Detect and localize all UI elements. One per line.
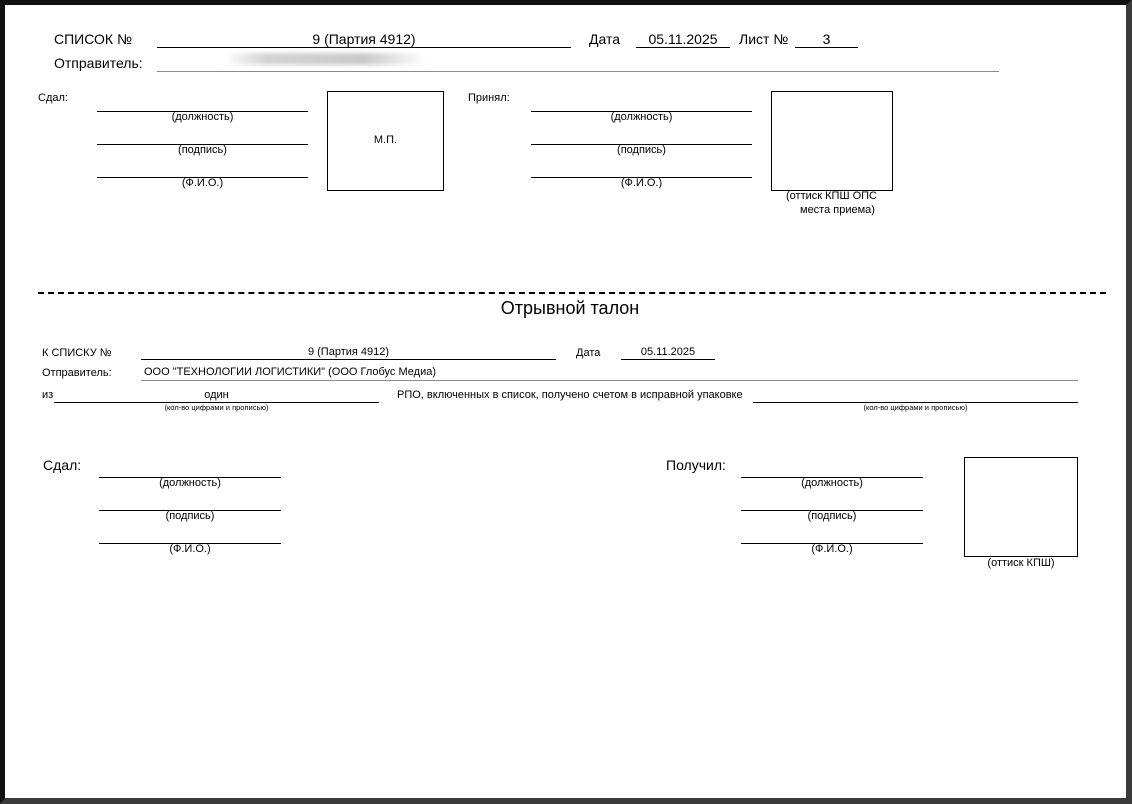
coupon-received-position-caption: (должность) <box>801 477 863 489</box>
sender-label: Отправитель: <box>54 55 143 71</box>
date-label: Дата <box>589 31 621 47</box>
coupon-received-label: Получил: <box>666 457 726 473</box>
list-number-underline <box>157 47 571 48</box>
stamp-mp-label: М.П. <box>373 134 398 146</box>
redacted-sender-text <box>225 53 425 65</box>
coupon-count-caption-left: (кол-во цифрами и прописью) <box>164 403 269 412</box>
handed-fio-caption: (Ф.И.О.) <box>181 177 224 189</box>
coupon-sender-value: ООО "ТЕХНОЛОГИИ ЛОГИСТИКИ" (ООО Глобус Медиа) <box>144 366 436 378</box>
coupon-date-underline <box>621 359 715 360</box>
coupon-from-value: один <box>204 389 229 401</box>
coupon-date-value: 05.11.2025 <box>640 346 696 358</box>
coupon-from-label: из <box>42 389 54 401</box>
coupon-handed-position-caption: (должность) <box>159 477 221 489</box>
coupon-handed-label: Сдал: <box>43 457 82 473</box>
coupon-stamp-box <box>964 457 1078 557</box>
sheet-underline <box>795 47 858 48</box>
coupon-count-caption-right: (кол-во цифрами и прописью) <box>863 403 968 412</box>
coupon-list-underline <box>141 359 556 360</box>
coupon-date-label: Дата <box>576 347 601 359</box>
cut-line <box>38 292 1106 294</box>
sheet-value: 3 <box>822 31 831 47</box>
stamp-ops-caption-line1: (оттиск КПШ ОПС <box>786 190 877 202</box>
coupon-handed-fio-caption: (Ф.И.О.) <box>169 543 211 555</box>
coupon-list-value: 9 (Партия 4912) <box>307 346 390 358</box>
stamp-box-mp <box>327 91 444 191</box>
coupon-received-signature-caption: (подпись) <box>807 510 857 522</box>
sheet-label: Лист № <box>739 31 789 47</box>
date-value: 05.11.2025 <box>648 31 718 47</box>
stamp-ops-caption-line2: места приема) <box>800 204 875 216</box>
list-number-value: 9 (Партия 4912) <box>312 31 416 47</box>
accepted-signature-caption: (подпись) <box>617 144 666 156</box>
accepted-fio-caption: (Ф.И.О.) <box>620 177 663 189</box>
accepted-label: Принял: <box>468 92 510 104</box>
handed-label: Сдал: <box>38 92 68 104</box>
coupon-received-fio-caption: (Ф.И.О.) <box>811 543 853 555</box>
coupon-title: Отрывной талон <box>500 298 640 318</box>
handed-signature-caption: (подпись) <box>178 144 227 156</box>
handed-position-caption: (должность) <box>171 111 234 123</box>
accepted-position-caption: (должность) <box>610 111 673 123</box>
coupon-sender-label: Отправитель: <box>42 367 112 379</box>
coupon-handed-signature-caption: (подпись) <box>165 510 215 522</box>
date-underline <box>636 47 730 48</box>
stamp-box-ops <box>771 91 893 191</box>
list-number-label: СПИСОК № <box>54 31 132 47</box>
sender-underline <box>157 71 999 72</box>
coupon-list-label: К СПИСКУ № <box>42 347 112 359</box>
coupon-sender-underline <box>141 380 1078 381</box>
coupon-rpo-text: РПО, включенных в список, получено счетом в исправной упаковке <box>397 389 743 401</box>
coupon-stamp-caption: (оттиск КПШ) <box>987 557 1055 569</box>
